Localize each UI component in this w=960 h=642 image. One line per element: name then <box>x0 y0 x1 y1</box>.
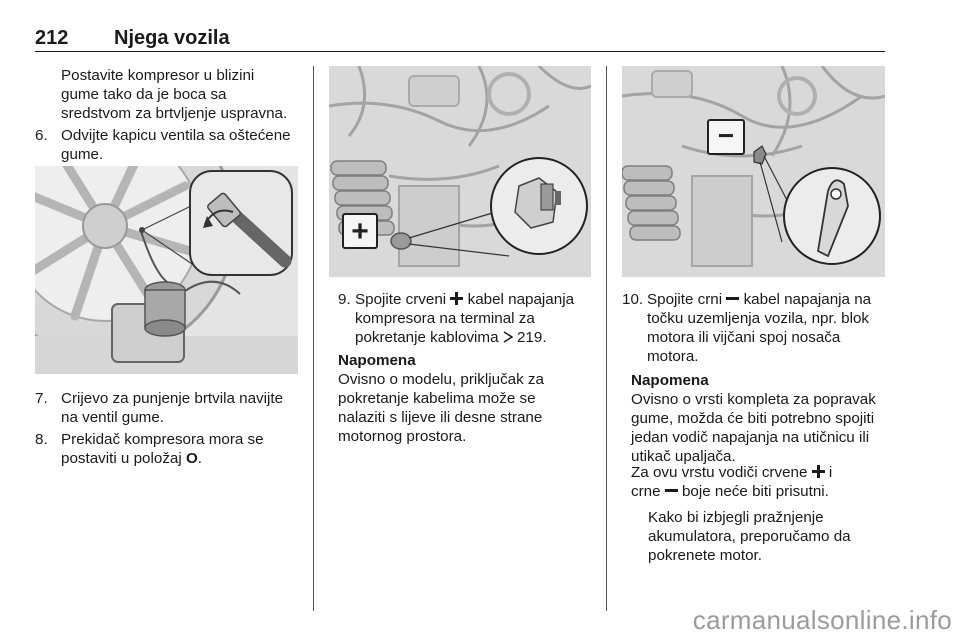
intro-paragraph <box>61 66 311 123</box>
text-line: gume tako da je boca sa <box>61 86 227 103</box>
text-fragment: postaviti u položaj <box>61 450 186 467</box>
text-line: Ovisno o vrsti kompleta za popravak <box>631 391 876 408</box>
text-line <box>631 482 896 501</box>
page-number: 212 <box>35 27 69 49</box>
text-line: nalaziti s lijeve ili desne strane <box>338 409 543 426</box>
text-fragment: Spojite crni <box>647 291 727 308</box>
text-line: motornog prostora. <box>338 428 467 445</box>
text-fragment: Spojite crveni <box>355 291 451 308</box>
step-8 <box>35 430 311 468</box>
text-line: motora ili vijčani spoj nosača <box>647 329 841 346</box>
step-number: 6. <box>35 127 48 144</box>
minus-icon <box>665 484 678 497</box>
text-fragment: kabel napajanja na <box>739 291 872 308</box>
note-heading: Napomena <box>631 372 709 389</box>
engine-bay-ground-drawing <box>622 66 885 277</box>
note-heading: Napomena <box>338 352 416 369</box>
text-line <box>61 449 311 468</box>
chapter-title: Njega vozila <box>114 27 230 49</box>
text-line: Ovisno o modelu, priključak za <box>338 371 544 388</box>
text-line: Kako bi izbjegli pražnjenje <box>648 509 824 526</box>
text-fragment: kabel napajanja <box>463 291 575 308</box>
illustration-ground-point <box>622 66 885 277</box>
switch-position-label: O <box>185 450 198 467</box>
text-line: motora. <box>647 348 699 365</box>
text-fragment: crne <box>631 483 665 500</box>
text-line <box>355 290 600 309</box>
step-number: 7. <box>35 390 48 407</box>
step-number: 8. <box>35 431 48 448</box>
watermark: carmanualsonline.info <box>692 605 952 635</box>
plus-icon <box>812 465 825 478</box>
text-line: pokretanje kabelima može se <box>338 390 536 407</box>
step-7 <box>35 389 311 427</box>
text-line <box>647 290 892 309</box>
plus-icon <box>450 292 463 305</box>
text-fragment: . <box>197 450 203 467</box>
text-line: utikač upaljača. <box>631 448 736 465</box>
text-line: gume, možda će biti potrebno spojiti <box>631 410 875 427</box>
page-reference-icon <box>503 331 513 343</box>
text-line: točku uzemljenja vozila, npr. blok <box>647 310 870 327</box>
text-line: akumulatora, preporučamo da <box>648 528 851 545</box>
minus-terminal-label: − <box>717 120 735 151</box>
text-fragment: pokretanje kablovima <box>355 329 503 346</box>
engine-bay-positive-drawing <box>329 66 591 277</box>
text-line: Prekidač kompresora mora se <box>61 431 264 448</box>
header-rule <box>35 51 885 52</box>
illustration-compressor-tyre <box>35 166 298 374</box>
indent-paragraph <box>648 508 893 565</box>
compressor-tyre-drawing <box>35 166 298 374</box>
text-line <box>631 463 896 482</box>
text-line: jedan vodič napajanja na utičnicu ili <box>631 429 870 446</box>
text-fragment: Za ovu vrstu vodiči crvene <box>631 464 812 481</box>
step-9 <box>338 290 600 347</box>
text-line: Odvijte kapicu ventila sa oštećene <box>61 127 291 144</box>
text-line: kompresora na terminal za <box>355 310 535 327</box>
text-fragment: boje neće biti prisutni. <box>677 483 829 500</box>
step-10 <box>622 290 892 366</box>
text-line: Postavite kompresor u blizini <box>61 67 255 84</box>
note-block-col3 <box>631 371 896 466</box>
step-number: 10. <box>622 291 644 308</box>
plus-terminal-label: + <box>351 215 369 248</box>
step-number: 9. <box>338 291 351 308</box>
column-divider-1 <box>313 66 314 611</box>
text-line: pokrenete motor. <box>648 547 762 564</box>
color-note <box>631 463 896 501</box>
minus-icon <box>726 292 739 305</box>
text-line: na ventil gume. <box>61 409 164 426</box>
text-fragment: i <box>824 464 833 481</box>
note-block-col2 <box>338 351 600 446</box>
text-line: Crijevo za punjenje brtvila navijte <box>61 390 284 407</box>
column-divider-2 <box>606 66 607 611</box>
text-line: gume. <box>61 146 104 163</box>
text-line <box>355 328 600 347</box>
step-6 <box>35 126 311 164</box>
page-reference: 219. <box>516 329 547 346</box>
illustration-positive-terminal <box>329 66 591 277</box>
text-line: sredstvom za brtvljenje uspravna. <box>61 105 288 122</box>
